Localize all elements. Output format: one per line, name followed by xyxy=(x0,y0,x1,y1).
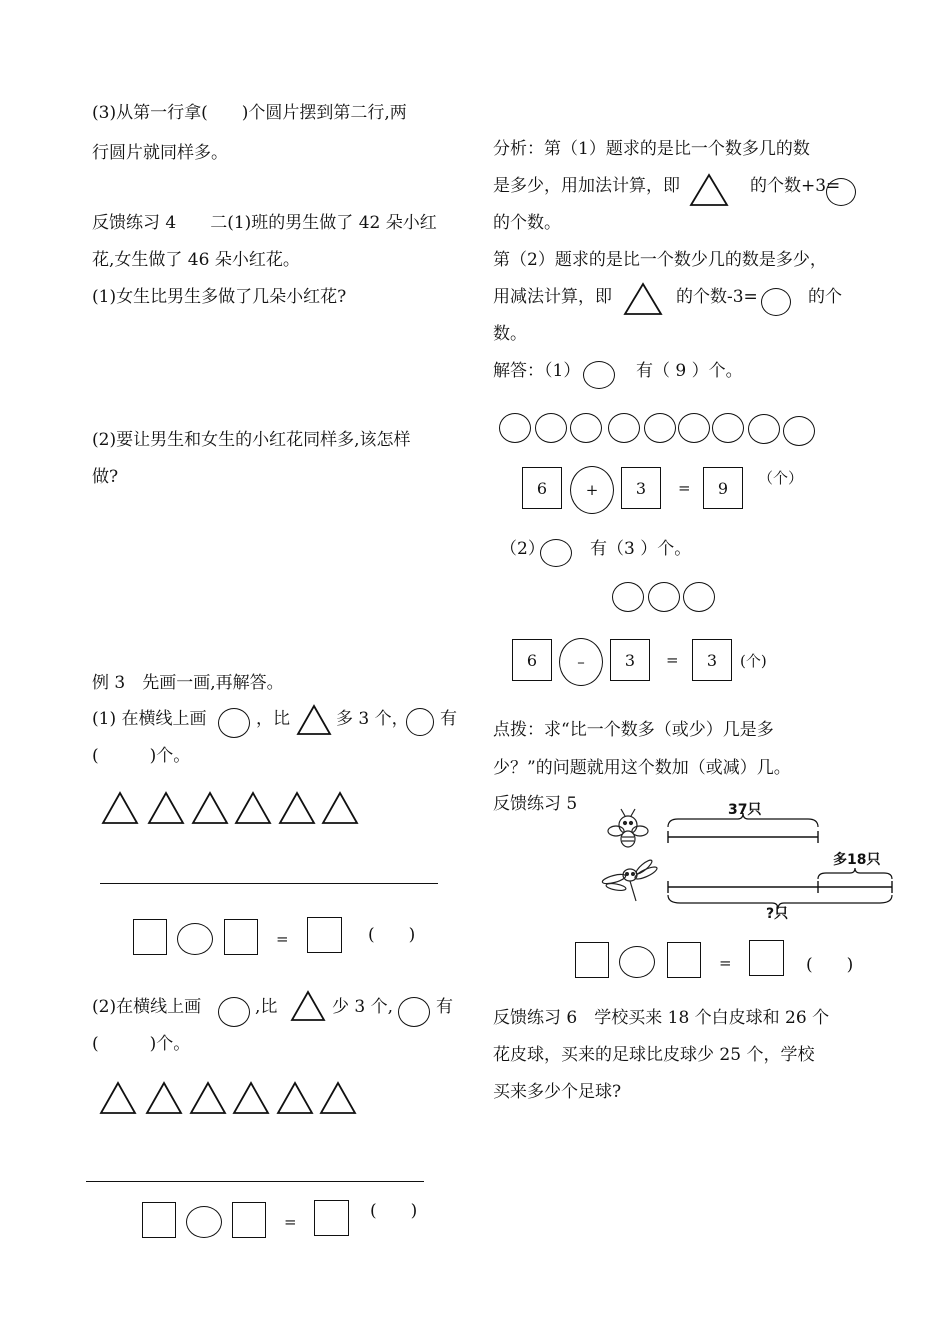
solution1-b: 有（ 9 ）个。 xyxy=(636,361,743,381)
circle-icon xyxy=(644,413,676,443)
circle-icon xyxy=(398,997,430,1027)
circle-icon xyxy=(540,539,572,567)
equation2-unit: (个) xyxy=(740,652,767,670)
ex3-q1-text-a: (1) 在横线上画 xyxy=(92,709,207,729)
equation1-result: 9 xyxy=(703,467,743,509)
equation1-equals: = xyxy=(678,479,691,497)
circle-icon xyxy=(218,708,250,738)
equals-sign: = xyxy=(284,1213,297,1231)
circle-icon xyxy=(678,413,710,443)
analysis-line5-c: 的个 xyxy=(808,287,842,307)
circle-icon xyxy=(648,582,680,612)
circle-icon xyxy=(406,708,434,736)
circle-row-9 xyxy=(499,413,819,447)
feedback6-line3: 买来多少个足球? xyxy=(493,1082,622,1102)
unit-blank[interactable]: ( ) xyxy=(806,955,854,975)
q3-text-line1: (3)从第一行拿( )个圆片摆到第二行,两 xyxy=(92,103,407,123)
analysis-line2-b: 的个数+3= xyxy=(750,176,841,196)
circle-icon xyxy=(612,582,644,612)
circle-icon xyxy=(683,582,715,612)
feedback4-question1: (1)女生比男生多做了几朵小红花? xyxy=(92,287,347,307)
bar-label-37: 37只 xyxy=(728,802,762,818)
analysis-line4: 第（2）题求的是比一个数少几的数是多少， xyxy=(493,250,827,270)
tip-line2: 少？”的问题就用这个数加（或减）几。 xyxy=(493,758,791,778)
q3-text-line2: 行圆片就同样多。 xyxy=(92,143,228,163)
equation1-operator: + xyxy=(570,466,614,514)
unit-blank[interactable]: ( ) xyxy=(370,1201,418,1221)
ex3-q2-text-b: ,比 xyxy=(255,997,278,1017)
equation2-result: 3 xyxy=(692,639,732,681)
analysis-line1: 分析：第（1）题求的是比一个数多几的数 xyxy=(493,139,810,159)
analysis-line5-a: 用减法计算，即 xyxy=(493,287,612,307)
feedback4-line2: 花,女生做了 46 朵小红花。 xyxy=(92,250,300,270)
answer-box[interactable] xyxy=(314,1200,349,1236)
answer-box[interactable] xyxy=(133,919,167,955)
circle-icon xyxy=(570,413,602,443)
operator-circle[interactable] xyxy=(186,1206,222,1238)
bee-icon xyxy=(608,809,648,847)
answer-box[interactable] xyxy=(142,1202,176,1238)
feedback4-question2-line1: (2)要让男生和女生的小红花同样多,该怎样 xyxy=(92,430,411,450)
answer-box[interactable] xyxy=(307,917,342,953)
analysis-line5-b: 的个数-3= xyxy=(676,287,758,307)
ex3-q1-text-line2: ( )个。 xyxy=(92,746,191,766)
dragonfly-icon xyxy=(602,858,659,901)
circle-icon xyxy=(218,997,250,1027)
equals-sign: = xyxy=(276,930,289,948)
ex3-q1-text-c: 多 3 个， xyxy=(336,709,409,729)
operator-circle[interactable] xyxy=(619,946,655,978)
equation1-unit: （个） xyxy=(758,469,804,487)
circle-icon xyxy=(712,413,744,443)
circle-icon xyxy=(499,413,531,443)
ex3-q2-text-d: 有 xyxy=(436,997,453,1017)
analysis-line2-a: 是多少，用加法计算，即 xyxy=(493,176,680,196)
equals-sign: = xyxy=(719,954,732,972)
circle-row-3 xyxy=(612,582,722,614)
analysis-line6: 数。 xyxy=(493,324,527,344)
ex3-q1-text-b: ，比 xyxy=(256,709,290,729)
bar-label-question: ?只 xyxy=(766,906,789,922)
triangle-icon xyxy=(290,990,326,1022)
circle-icon xyxy=(761,288,791,316)
unit-blank[interactable]: ( ) xyxy=(368,925,416,945)
circle-icon xyxy=(608,413,640,443)
circle-icon xyxy=(826,178,856,206)
bar-label-more18: 多18只 xyxy=(833,852,881,868)
triangle-row-q1 xyxy=(100,790,362,828)
triangle-icon xyxy=(623,282,663,316)
circle-icon xyxy=(783,416,815,446)
equation2-equals: = xyxy=(666,651,679,669)
tip-line1: 点拨：求“比一个数多（或少）几是多 xyxy=(493,720,774,740)
answer-box[interactable] xyxy=(232,1202,266,1238)
equation2-operator: – xyxy=(559,638,603,686)
circle-icon xyxy=(535,413,567,443)
feedback6-line2: 花皮球，买来的足球比皮球少 25 个，学校 xyxy=(493,1045,815,1065)
triangle-icon xyxy=(689,173,729,207)
ex3-q2-text-line2: ( )个。 xyxy=(92,1034,191,1054)
equation1-operand-a: 6 xyxy=(522,467,562,509)
equation2-operand-a: 6 xyxy=(512,639,552,681)
ex3-q2-text-c: 少 3 个, xyxy=(332,997,394,1017)
feedback4-question2-line2: 做? xyxy=(92,467,119,487)
drawing-line-q1[interactable] xyxy=(100,883,438,884)
circle-icon xyxy=(748,414,780,444)
solution2-b: 有（3 ）个。 xyxy=(590,539,692,559)
feedback4-line1: 反馈练习 4 二(1)班的男生做了 42 朵小红 xyxy=(92,213,437,233)
ex3-q1-text-d: 有 xyxy=(440,709,457,729)
answer-box[interactable] xyxy=(575,942,609,978)
circle-icon xyxy=(583,361,615,389)
feedback5-title: 反馈练习 5 xyxy=(493,794,578,814)
solution1-a: 解答：（1） xyxy=(493,361,581,381)
analysis-line3: 的个数。 xyxy=(493,213,561,233)
answer-box[interactable] xyxy=(749,940,784,976)
example3-title: 例 3 先画一画,再解答。 xyxy=(92,673,284,693)
equation2-operand-b: 3 xyxy=(610,639,650,681)
operator-circle[interactable] xyxy=(177,923,213,955)
drawing-line-q2[interactable] xyxy=(86,1181,424,1182)
triangle-row-q2 xyxy=(98,1080,360,1118)
triangle-icon xyxy=(296,704,332,736)
answer-box[interactable] xyxy=(224,919,258,955)
feedback6-line1: 反馈练习 6 学校买来 18 个白皮球和 26 个 xyxy=(493,1008,830,1028)
answer-box[interactable] xyxy=(667,942,701,978)
solution2-a: （2） xyxy=(500,539,545,559)
equation1-operand-b: 3 xyxy=(621,467,661,509)
ex3-q2-text-a: (2)在横线上画 xyxy=(92,997,202,1017)
